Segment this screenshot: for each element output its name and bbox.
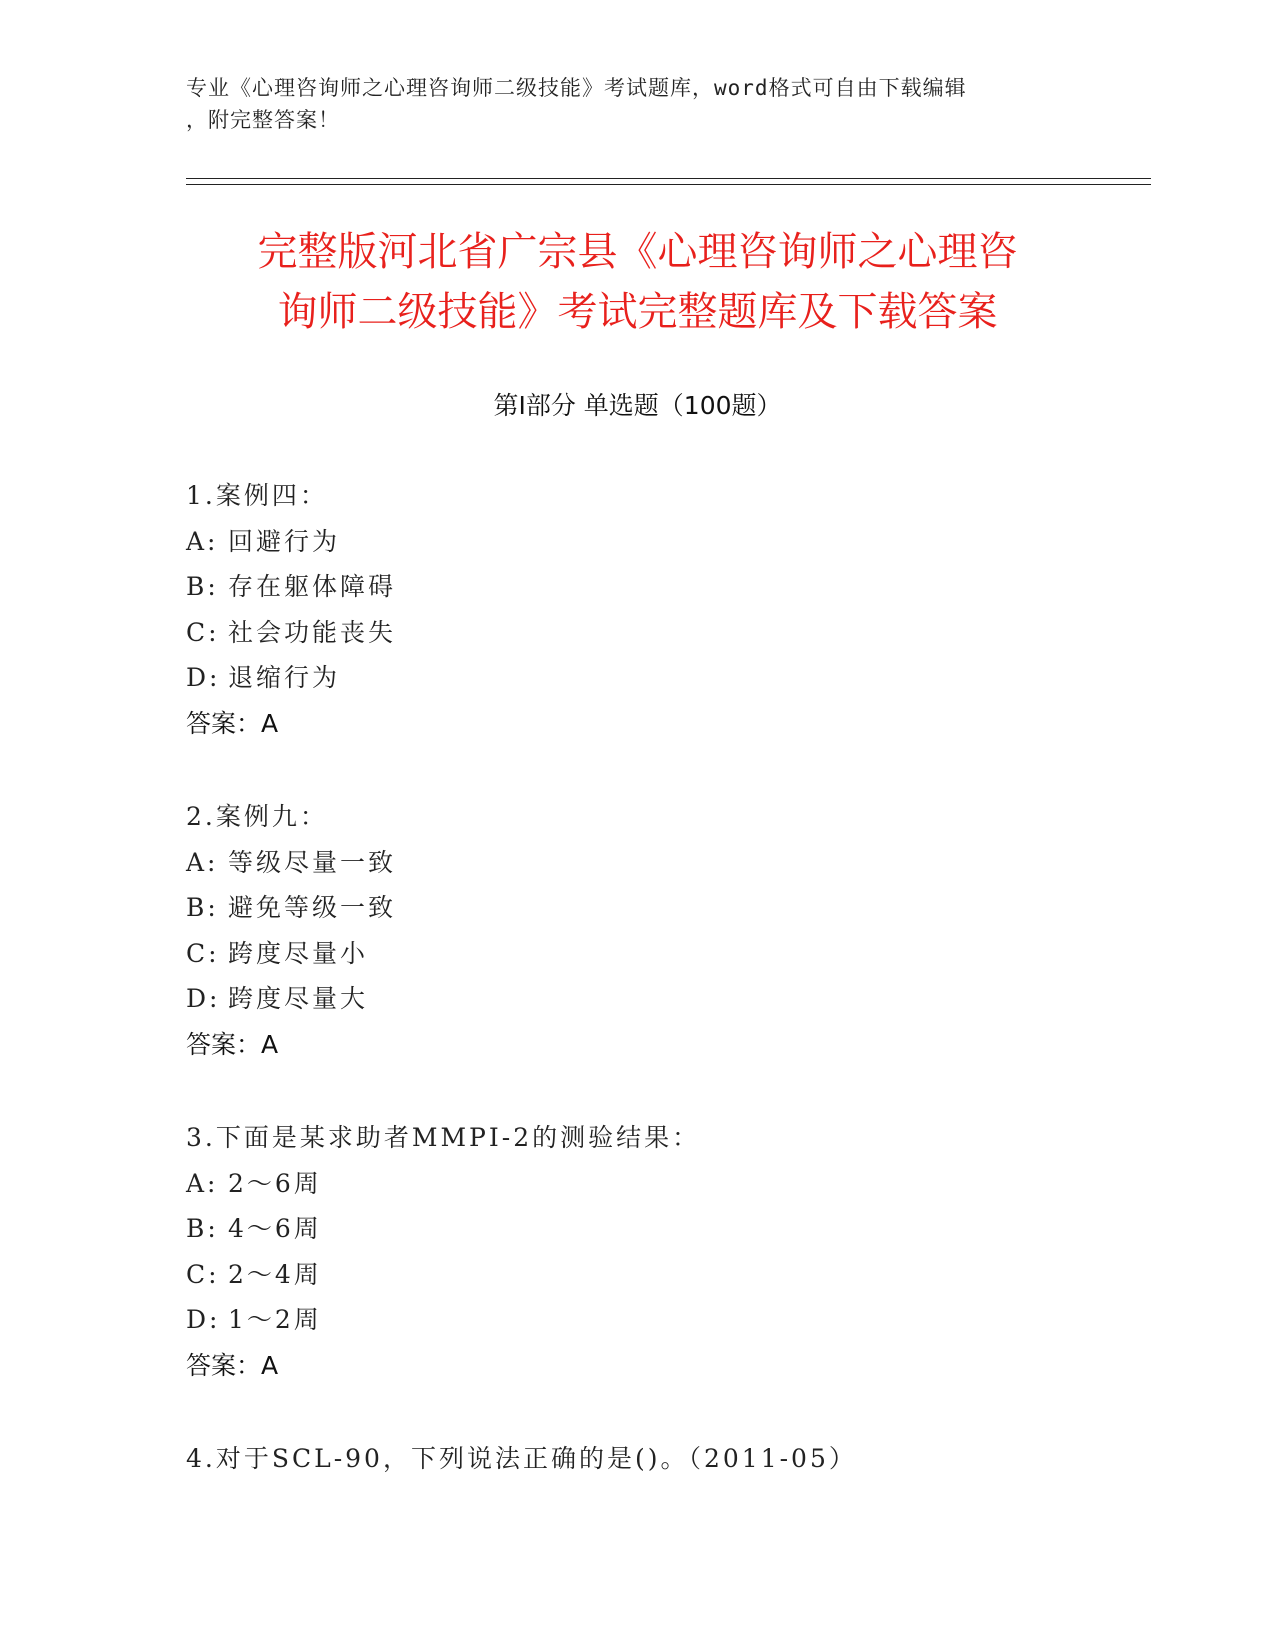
question-stem: 1.案例四： (186, 481, 328, 510)
option-a (186, 840, 1086, 886)
question-stem: 4.对于SCL-90，下列说法正确的是()。（2011-05） (186, 1444, 857, 1473)
option-c (186, 1252, 1086, 1298)
answer-line: 答案：A (186, 1029, 279, 1059)
option-text: 回避行为 (228, 526, 341, 556)
option-letter: B: (186, 1214, 219, 1243)
header-note (186, 72, 1066, 136)
option-d (186, 655, 1086, 701)
option-letter: B: (186, 893, 219, 922)
option-a (186, 519, 1086, 565)
option-text: 跨度尽量大 (228, 984, 369, 1013)
question-stem: 3.下面是某求助者MMPI-2的测验结果： (186, 1123, 701, 1152)
option-text: 存在躯体障碍 (228, 572, 397, 601)
option-text: 社会功能丧失 (228, 617, 397, 647)
option-c (186, 610, 1086, 656)
document-title-line-1: 完整版河北省广宗县《心理咨询师之心理咨 (257, 229, 1018, 275)
question-2 (186, 794, 1086, 1067)
header-note-line-2: ，附完整答案！ (186, 108, 340, 132)
answer-line: 答案：A (186, 708, 279, 738)
option-letter: D: (186, 1305, 221, 1334)
option-c (186, 931, 1086, 977)
header-divider-bottom (186, 184, 1151, 185)
option-text: 跨度尽量小 (228, 938, 369, 968)
option-text: 2～6周 (228, 1168, 322, 1198)
option-b (186, 885, 1086, 931)
document-title (150, 222, 1125, 342)
option-text: 1～2周 (228, 1305, 322, 1334)
option-text: 退缩行为 (228, 663, 341, 692)
question-3 (186, 1115, 1086, 1388)
option-letter: A: (186, 847, 219, 877)
question-1 (186, 473, 1086, 746)
question-stem: 2.案例九： (186, 802, 328, 831)
question-4 (186, 1436, 1086, 1482)
document-title-line-2: 询师二级技能》考试完整题库及下载答案 (277, 289, 998, 335)
option-letter: B: (186, 572, 219, 601)
option-letter: D: (186, 663, 221, 692)
option-text: 4～6周 (228, 1214, 322, 1243)
option-letter: C: (186, 1259, 220, 1289)
header-divider-top (186, 178, 1151, 179)
option-letter: D: (186, 984, 221, 1013)
section-heading: 第Ⅰ部分 单选题（100题） (493, 391, 782, 420)
option-d (186, 1297, 1086, 1343)
option-b (186, 1206, 1086, 1252)
question-list (186, 473, 1086, 1530)
option-a (186, 1161, 1086, 1207)
header-note-line-1: 专业《心理咨询师之心理咨询师二级技能》考试题库，word格式可自由下载编辑 (186, 76, 967, 100)
option-letter: A: (186, 1168, 219, 1198)
option-letter: C: (186, 938, 220, 968)
answer-line: 答案：A (186, 1350, 279, 1380)
option-letter: C: (186, 617, 220, 647)
option-d (186, 976, 1086, 1022)
option-text: 2～4周 (228, 1259, 322, 1289)
option-b (186, 564, 1086, 610)
option-letter: A: (186, 526, 219, 556)
option-text: 避免等级一致 (228, 893, 397, 922)
option-text: 等级尽量一致 (228, 847, 397, 877)
